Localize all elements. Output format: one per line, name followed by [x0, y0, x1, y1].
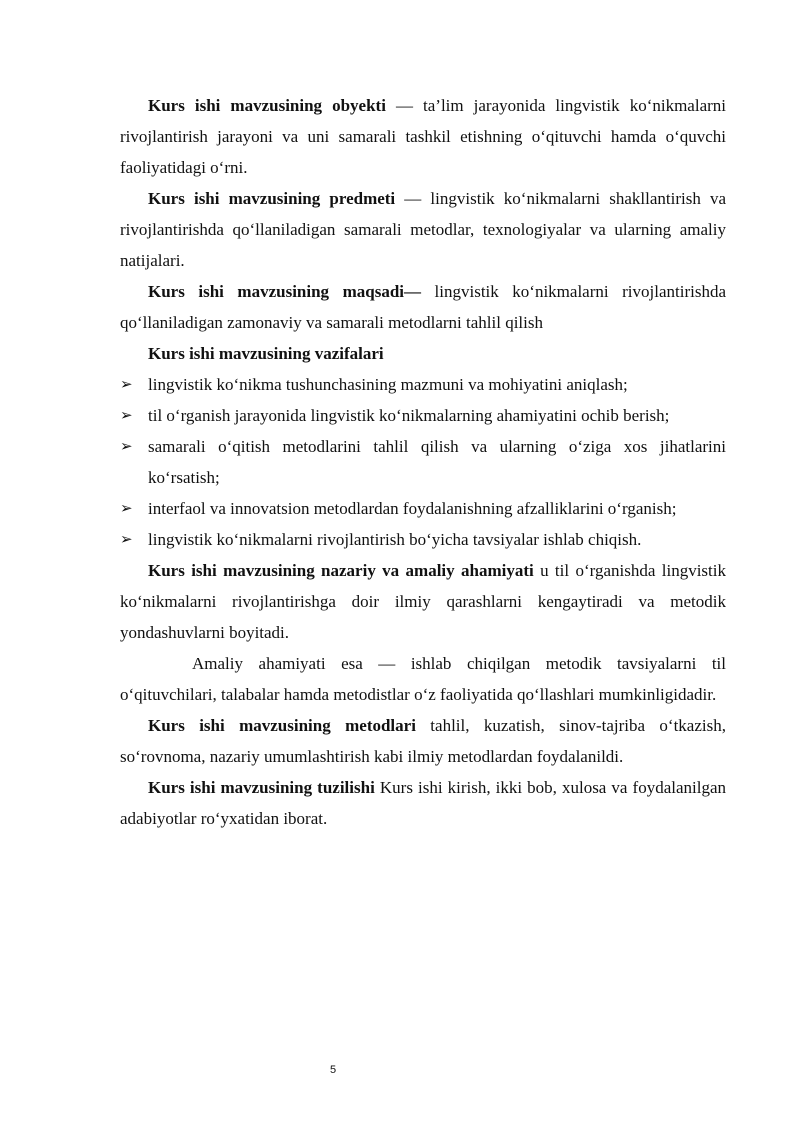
definition-metodlari: tahlil, kuzatish, sinov-tajriba o‘tkazish, so‘rovnoma, nazariy umumlashtirish kabi ilmiy metodlardan foydalanildi. — [120, 716, 726, 766]
arrow-bullet-icon: ➢ — [120, 530, 133, 548]
list-item — [120, 369, 726, 400]
page-number: 5 — [329, 1064, 337, 1076]
term-ahamiyati: Kurs ishi mavzusining nazariy va amaliy ahamiyati — [148, 561, 534, 580]
paragraph-ahamiyati — [120, 555, 726, 648]
arrow-bullet-icon: ➢ — [120, 406, 133, 424]
term-tuzilishi: Kurs ishi mavzusining tuzilishi — [148, 778, 375, 797]
arrow-bullet-icon: ➢ — [120, 499, 133, 517]
list-item-text: lingvistik ko‘nikmalarni rivojlantirish bo‘yicha tavsiyalar ishlab chiqish. — [148, 530, 642, 549]
term-predmeti: Kurs ishi mavzusining predmeti — [148, 189, 396, 208]
arrow-bullet-icon: ➢ — [120, 375, 133, 393]
paragraph-metodlari — [120, 710, 726, 772]
vazifalar-list — [120, 369, 726, 555]
list-item-text: samarali o‘qitish metodlarini tahlil qilish va ularning o‘ziga xos jihatlarini ko‘rsatish; — [148, 437, 726, 487]
list-item — [120, 493, 726, 524]
document-body — [120, 90, 726, 834]
paragraph-vazifalari-heading — [120, 338, 726, 369]
list-item — [120, 400, 726, 431]
list-item-text: interfaol va innovatsion metodlardan foydalanishning afzalliklarini o‘rganish; — [148, 499, 677, 518]
term-maqsadi: Kurs ishi mavzusining maqsadi— — [148, 282, 421, 301]
term-obyekt: Kurs ishi mavzusining obyekti — [148, 96, 386, 115]
list-item-text: til o‘rganish jarayonida lingvistik ko‘nikmalarning ahamiyatini ochib berish; — [148, 406, 670, 425]
paragraph-predmeti — [120, 183, 726, 276]
paragraph-obyekt — [120, 90, 726, 183]
definition-maqsadi: lingvistik ko‘nikmalarni rivojlantirishda qo‘llaniladigan zamonaviy va samarali metodlarni tahlil qilish — [120, 282, 726, 332]
paragraph-amaliy: Amaliy ahamiyati esa — ishlab chiqilgan metodik tavsiyalarni til o‘qituvchilari, talabalar hamda metodistlar o‘z faoliyatida qo‘llashlari mumkinligidadir. — [120, 654, 726, 704]
term-vazifalari: Kurs ishi mavzusining vazifalari — [148, 344, 384, 363]
paragraph-maqsadi — [120, 276, 726, 338]
definition-ahamiyati: u til o‘rganishda lingvistik ko‘nikmalarni rivojlantirishga doir ilmiy qarashlarni kengaytiradi va metodik yondashuvlarni boyitadi. — [120, 561, 726, 642]
paragraph-tuzilishi — [120, 772, 726, 834]
definition-predmeti: — lingvistik ko‘nikmalarni shakllantirish va rivojlantirishda qo‘llaniladigan samarali metodlar, texnologiyalar va ularning amaliy natijalari. — [120, 189, 726, 270]
arrow-bullet-icon: ➢ — [120, 437, 133, 455]
term-metodlari: Kurs ishi mavzusining metodlari — [148, 716, 416, 735]
list-item — [120, 524, 726, 555]
definition-tuzilishi: Kurs ishi kirish, ikki bob, xulosa va foydalanilgan adabiyotlar ro‘yxatidan iborat. — [120, 778, 726, 828]
definition-obyekt: — ta’lim jarayonida lingvistik ko‘nikmalarni rivojlantirish jarayoni va uni samarali tashkil etishning o‘qituvchi hamda o‘quvchi faoliyatidagi o‘rni. — [120, 96, 726, 177]
list-item — [120, 431, 726, 493]
list-item-text: lingvistik ko‘nikma tushunchasining mazmuni va mohiyatini aniqlash; — [148, 375, 628, 394]
